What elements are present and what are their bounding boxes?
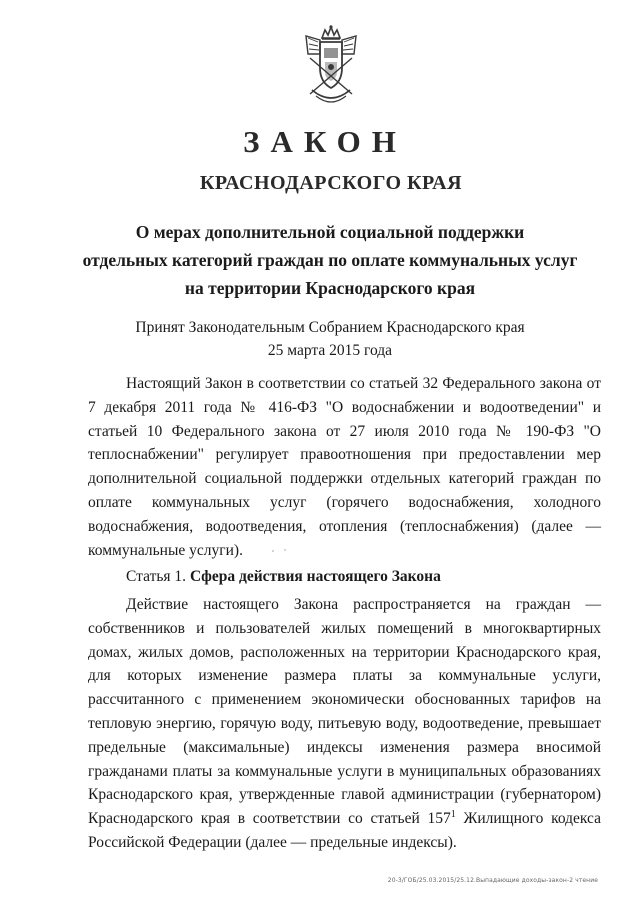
preamble-text: Настоящий Закон в соответствии со статьей 32 Федерального закона от 7 декабря 2011 года № 416-ФЗ "О водоснабжении и водоотведении" и статьей 10 Федерального закона от 27 июля 2010 года № 190-ФЗ "О теплоснабжении" регулирует правоотношения при предоставлении мер дополнительной социальной поддержки отдельных категорий граждан по оплате коммунальных услуг (горячего водоснабжения, холодного водоснабжения, водоотведения, отопления (теплоснабжения) (далее — коммунальные услуги). xyxy=(88,375,601,559)
footer-file-note: 20-3/ГОБ/25.03.2015/25.12.Выпадающие доходы-закон-2 чтение xyxy=(387,877,598,884)
article-1-body xyxy=(88,593,601,855)
law-heading-line: на территории Краснодарского края xyxy=(184,278,476,298)
preamble-paragraph xyxy=(88,372,601,562)
article-title: Сфера действия настоящего Закона xyxy=(189,568,441,585)
article-1-superscript: 1 xyxy=(450,809,456,821)
law-heading xyxy=(60,218,600,302)
article-1-text-end: Жилищного кодекса Российской Федерации (далее — предельные индексы). xyxy=(88,810,601,851)
document-type-title: ЗАКОН xyxy=(243,124,407,159)
adoption-date: 25 марта 2015 года xyxy=(267,342,393,359)
law-heading-line: отдельных категорий граждан по оплате коммунальных услуг xyxy=(82,250,578,270)
article-1-text: Действие настоящего Закона распространяется на граждан — собственников и пользователей жилых помещений в многоквартирных домах, жилых домов, расположенных на территории Краснодарского края, для которых изменение размера платы за коммунальные услуги, рассчитанного с применением экономически обоснованных тарифов на тепловую энергию, горячую воду, питьевую воду, водоотведение, превышает предельные (максимальные) индексы изменения размера вносимой гражданами платы за коммунальные услуги в муниципальных образованиях Краснодарского края, утвержденные главой администрации (губернатором) Краснодарского края в соответствии со статьей 157 xyxy=(88,596,601,828)
adoption-note xyxy=(60,316,600,362)
article-1-heading xyxy=(126,565,441,588)
law-heading-line: О мерах дополнительной социальной поддержки xyxy=(135,222,525,242)
coat-of-arms-icon xyxy=(298,24,364,108)
article-number: Статья 1. xyxy=(126,568,187,585)
adoption-line: Принят Законодательным Собранием Краснодарского края xyxy=(135,319,525,336)
scan-artifact xyxy=(270,548,290,554)
region-title: КРАСНОДАРСКОГО КРАЯ xyxy=(199,172,463,194)
